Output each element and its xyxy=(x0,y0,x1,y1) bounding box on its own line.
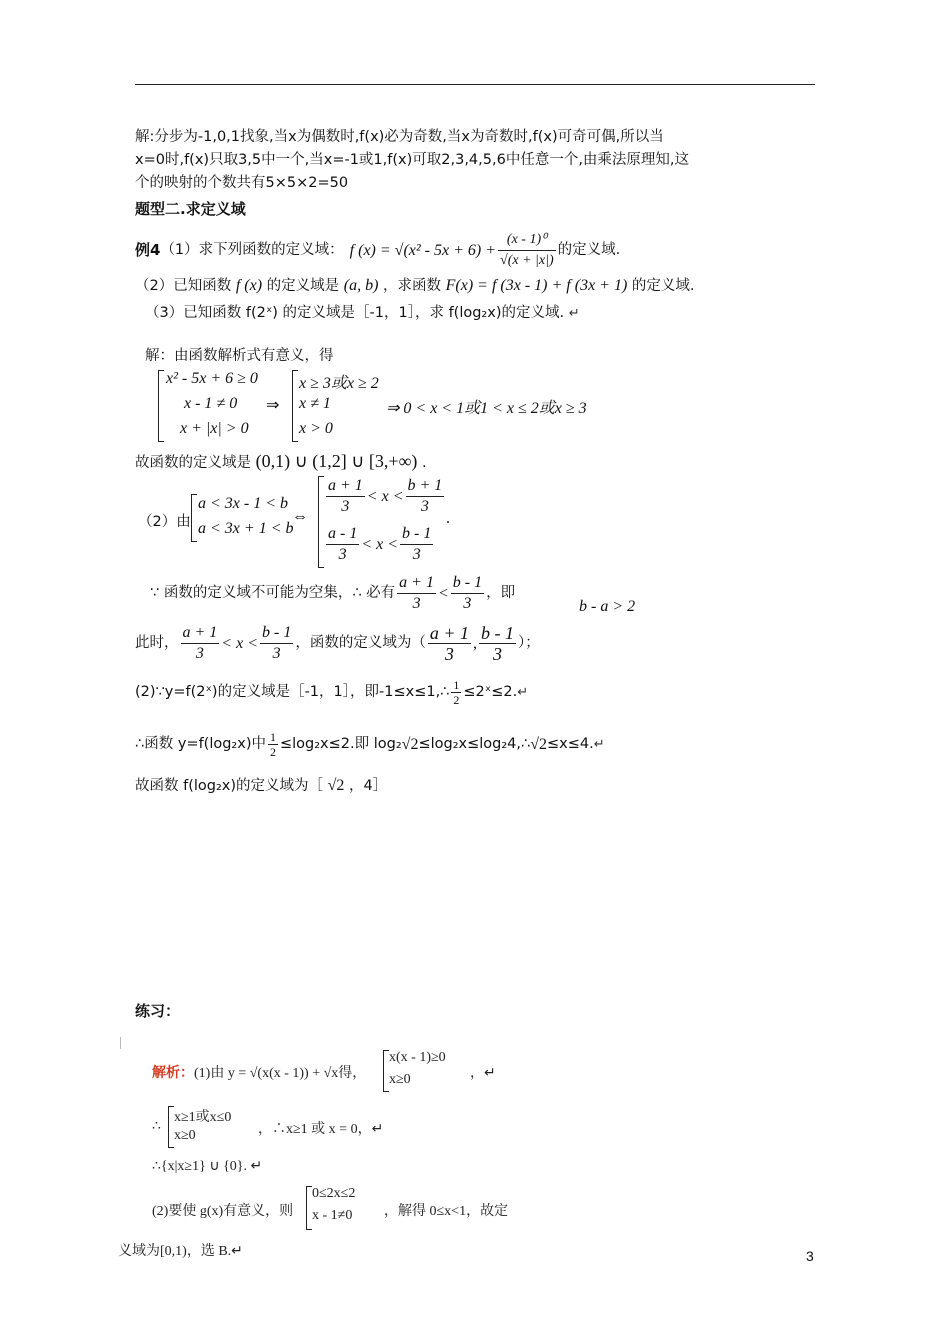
cursor-mark xyxy=(120,1037,121,1049)
sqrt-two: √2 xyxy=(401,736,419,753)
fraction-denominator: 2 xyxy=(453,693,460,707)
part2-right-row-2 xyxy=(324,524,435,565)
part2-mid: 的定义域是 xyxy=(266,278,340,294)
example-part-2 xyxy=(135,274,695,298)
practice-title: 练习： xyxy=(135,1002,181,1020)
fraction-denominator: 3 xyxy=(195,645,204,662)
p3-line2-d: ≤log₂x≤log₂4,∴ xyxy=(418,736,531,752)
fraction-denominator: 3 xyxy=(420,498,429,515)
fraction-denominator: 3 xyxy=(492,644,502,664)
sys1-row-2: x - 1 ≠ 0 xyxy=(184,395,238,412)
part2-prefix: （2）已知函数 xyxy=(135,278,232,294)
fraction-numerator: b - 1 xyxy=(480,623,514,643)
fraction-denominator: 3 xyxy=(412,546,421,563)
fraction-denominator: 3 xyxy=(341,498,350,515)
then-mid: ，函数的定义域为（ xyxy=(295,635,426,651)
inequality-op: < x < xyxy=(361,535,399,553)
conclusion-set: (0,1) ∪ (1,2] ∪ [3,+∞) xyxy=(255,451,418,471)
p3-line3-c: ，4］ xyxy=(349,778,388,794)
page-number: 3 xyxy=(806,1248,814,1264)
example-part-3 xyxy=(145,302,580,325)
solution-line-1: 解:分步为-1,0,1找象,当x为偶数时,f(x)必为奇数,当x为奇数时,f(x)可奇可偶,所以当 xyxy=(135,129,664,145)
fraction-numerator: 1 xyxy=(269,730,276,744)
header-rule xyxy=(135,84,815,85)
conclusion-end: . xyxy=(422,455,427,471)
fraction-denominator: 2 xyxy=(269,745,276,759)
practice-sys2-row-2: x≥0 xyxy=(174,1128,196,1143)
because-prefix: ∵ 函数的定义域不可能为空集，∴ 必有 xyxy=(150,585,396,601)
practice-l4-b: ，解得 0≤x<1，故定 xyxy=(384,1204,509,1219)
fraction-numerator: b - 1 xyxy=(260,623,293,644)
fraction-numerator: a - 1 xyxy=(326,524,359,545)
example-part1-suffix: 的定义域. xyxy=(557,242,621,258)
conclusion-prefix: 故函数的定义域是 xyxy=(135,455,251,471)
sys2-row-3: x > 0 xyxy=(299,420,333,437)
fraction-denominator: 3 xyxy=(272,645,281,662)
sqrt-two: √2 xyxy=(327,777,345,794)
section-title: 题型二.求定义域 xyxy=(135,200,246,218)
fraction-denominator: 3 xyxy=(412,595,421,612)
paragraph-mark-icon: ↵ xyxy=(517,685,529,700)
sys1-row-1: x² - 5x + 6 ≥ 0 xyxy=(166,370,258,387)
practice-sys1-row-1: x(x - 1)≥0 xyxy=(389,1050,446,1065)
left-brace-icon xyxy=(191,494,197,542)
comma: , xyxy=(472,635,477,652)
p3-line1-b: ≤2ˣ≤2. xyxy=(463,684,518,700)
fraction-denominator: 3 xyxy=(338,546,347,563)
left-brace-icon xyxy=(158,370,164,442)
example-label: 例4 xyxy=(135,241,161,259)
part2-fx: f (x) xyxy=(235,277,263,294)
because-line xyxy=(150,573,515,614)
sys2-row-1: x ≥ 3或x ≥ 2 xyxy=(299,375,379,392)
part2-suffix: 的定义域. xyxy=(631,278,695,294)
sys1-row-3: x + |x| > 0 xyxy=(180,420,249,437)
practice-sys3-row-2: x - 1≠0 xyxy=(312,1208,353,1223)
answer-conclusion xyxy=(135,450,427,475)
inequality-op: < x < xyxy=(221,635,258,652)
example-part1-formula: f (x) = √(x² - 5x + 6) + xyxy=(349,242,497,259)
part2-left-row-2: a < 3x + 1 < b xyxy=(198,520,294,537)
solution-line-2: x=0时,f(x)只取3,5中一个,当x=-1或1,f(x)可取2,3,4,5,6中任意一个,由乘法原理知,这 xyxy=(135,152,690,168)
example-part1-prefix: （1）求下列函数的定义域： xyxy=(160,242,344,258)
fraction-numerator: a + 1 xyxy=(181,623,220,644)
inequality-op: < x < xyxy=(366,487,404,505)
left-brace-icon xyxy=(292,370,298,442)
practice-line-3: ∴{x|x≥1} ∪ {0}. ↵ xyxy=(152,1159,263,1174)
fraction-numerator: (x - 1)⁰ xyxy=(498,230,556,251)
part2-interval: (a, b) xyxy=(343,277,379,294)
p3-line2-a: ∴函数 y=f(log₂x)中 xyxy=(135,736,266,752)
practice-line-5: 义域为[0,1)，选 B.↵ xyxy=(118,1244,243,1259)
iff-arrow: ⇔ xyxy=(292,508,308,525)
sqrt-two: √2 xyxy=(530,736,547,753)
then-end: ）； xyxy=(517,635,540,651)
practice-sys2-row-1: x≥1或x≤0 xyxy=(174,1110,232,1125)
practice-l2-a: ∴ xyxy=(152,1119,161,1134)
fraction-numerator: b - 1 xyxy=(451,573,484,594)
practice-sys3-row-1: 0≤2x≤2 xyxy=(312,1186,356,1201)
p3-line-2 xyxy=(135,730,605,759)
fraction-numerator: b + 1 xyxy=(406,476,445,497)
practice-line-1 xyxy=(152,1062,366,1082)
practice-l1-end: ，↵ xyxy=(470,1066,496,1081)
practice-l2-b: ，∴x≥1 或 x = 0，↵ xyxy=(258,1122,384,1137)
solution-line-3: 个的映射的个数共有5×5×2=50 xyxy=(135,175,349,191)
part2-right-row-1 xyxy=(324,476,446,517)
less-than: < xyxy=(437,585,449,602)
practice-l4-a: (2)要使 g(x)有意义，则 xyxy=(152,1204,294,1219)
example-part1-fraction xyxy=(498,230,556,271)
part2-mid2: ，求函数 xyxy=(383,278,442,294)
fraction-numerator: a + 1 xyxy=(326,476,365,497)
fraction-numerator: a + 1 xyxy=(397,573,436,594)
part2-formula: F(x) = f (3x - 1) + f (3x + 1) xyxy=(445,277,628,294)
result-chain: ⇒ 0 < x < 1或1 < x ≤ 2或x ≥ 3 xyxy=(386,400,587,417)
answer-part2-prefix: （2）由 xyxy=(138,514,191,530)
fraction-numerator: 1 xyxy=(453,678,460,692)
part2-left-row-1: a < 3x - 1 < b xyxy=(198,495,289,512)
p3-line-1 xyxy=(135,678,528,707)
fraction-numerator: a + 1 xyxy=(429,623,469,643)
part3-text: （3）已知函数 f(2ˣ) 的定义域是［-1，1］，求 f(log₂x)的定义域. xyxy=(145,305,565,321)
because-mid: ，即 xyxy=(486,585,516,601)
fraction-denominator: 3 xyxy=(463,595,472,612)
p3-line3-a: 故函数 f(log₂x)的定义域为［ xyxy=(135,778,324,794)
fraction-denominator: 3 xyxy=(444,644,454,664)
paragraph-mark-icon: ↵ xyxy=(568,306,580,321)
practice-l1-a: (1)由 y = √(x(x - 1)) + √x得， xyxy=(194,1066,367,1081)
p3-line2-b: ≤log₂x≤2.即 log₂ xyxy=(279,736,402,752)
part2-end: . xyxy=(446,510,450,527)
example-part-1 xyxy=(135,230,620,271)
p3-line2-f: ≤x≤4. xyxy=(547,736,594,752)
sys2-row-2: x ≠ 1 xyxy=(299,395,331,412)
p3-line1-a: (2)∵y=f(2ˣ)的定义域是［-1，1］，即-1≤x≤1,∴ xyxy=(135,684,450,700)
answer-intro: 解：由函数解析式有意义，得 xyxy=(145,348,334,364)
then-line xyxy=(135,623,540,664)
paragraph-mark-icon: ↵ xyxy=(593,737,605,752)
implies-arrow: ⇒ xyxy=(266,397,280,414)
because-result: b - a > 2 xyxy=(579,598,636,615)
practice-sys1-row-2: x≥0 xyxy=(389,1072,411,1087)
p3-line-3 xyxy=(135,774,387,798)
then-prefix: 此时， xyxy=(135,635,179,651)
fraction-denominator: √(x + |x|) xyxy=(500,253,554,268)
analysis-label: 解析： xyxy=(152,1065,194,1081)
fraction-numerator: b - 1 xyxy=(400,524,433,545)
